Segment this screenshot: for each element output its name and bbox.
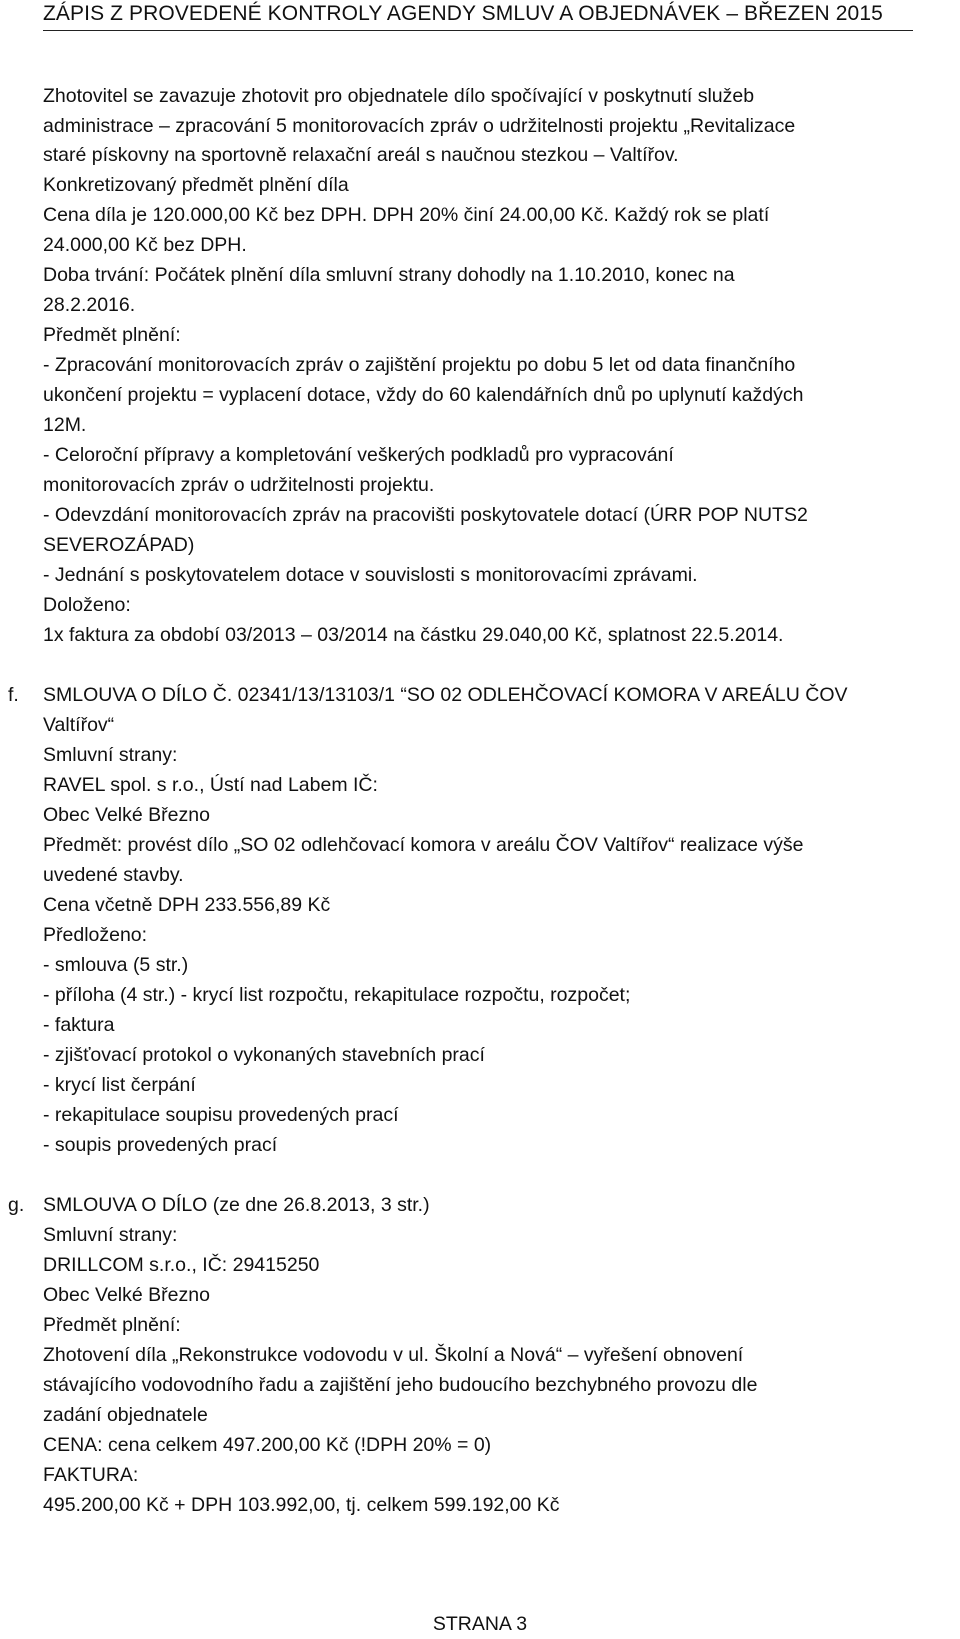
text-line: Předmět: provést dílo „SO 02 odlehčovací komora v areálu ČOV Valtířov“ realizace výše [43,834,804,856]
text-line: zadání objednatele [43,1404,208,1426]
text-line: DRILLCOM s.r.o., IČ: 29415250 [43,1254,320,1276]
text-line: Konkretizovaný předmět plnění díla [43,174,349,196]
text-line: - rekapitulace soupisu provedených prací [43,1104,399,1126]
text-line: 495.200,00 Kč + DPH 103.992,00, tj. celkem 599.192,00 Kč [43,1494,560,1516]
text-line: - příloha (4 str.) - krycí list rozpočtu, rekapitulace rozpočtu, rozpočet; [43,984,631,1006]
text-line: staré pískovny na sportovně relaxační areál s naučnou stezkou – Valtířov. [43,144,679,166]
text-line: - zjišťovací protokol o vykonaných stavebních prací [43,1044,485,1066]
text-line: - Odevzdání monitorovacích zpráv na pracovišti poskytovatele dotací (ÚRR POP NUTS2 [43,504,808,526]
page-number: STRANA 3 [432,1613,528,1635]
section-g-title: SMLOUVA O DÍLO (ze dne 26.8.2013, 3 str.) [43,1194,430,1216]
text-line: monitorovacích zpráv o udržitelnosti projektu. [43,474,435,496]
list-marker-f: f. [8,684,19,706]
text-line: stávajícího vodovodního řadu a zajištění jeho budoucího bezchybného provozu dle [43,1374,758,1396]
text-line: 24.000,00 Kč bez DPH. [43,234,247,256]
text-line: Obec Velké Březno [43,804,210,826]
text-line: FAKTURA: [43,1464,139,1486]
text-line: uvedené stavby. [43,864,184,886]
text-line: 12M. [43,414,87,436]
page-header-title: ZÁPIS Z PROVEDENÉ KONTROLY AGENDY SMLUV A OBJEDNÁVEK – BŘEZEN 2015 [43,2,913,31]
text-line: - Zpracování monitorovacích zpráv o zajištění projektu po dobu 5 let od data finančního [43,354,796,376]
text-line: Zhotovitel se zavazuje zhotovit pro objednatele dílo spočívající v poskytnutí služeb [43,85,755,107]
text-line: SEVEROZÁPAD) [43,534,195,556]
text-line: - smlouva (5 str.) [43,954,189,976]
text-line: 28.2.2016. [43,294,136,316]
text-line: Doloženo: [43,594,131,616]
text-line: - Jednání s poskytovatelem dotace v souvislosti s monitorovacími zprávami. [43,564,698,586]
text-line: Předloženo: [43,924,148,946]
text-line: Předmět plnění: [43,1314,181,1336]
text-line: Cena včetně DPH 233.556,89 Kč [43,894,331,916]
list-marker-g: g. [8,1194,25,1216]
text-line: Zhotovení díla „Rekonstrukce vodovodu v ul. Školní a Nová“ – vyřešení obnovení [43,1344,744,1366]
text-line: RAVEL spol. s r.o., Ústí nad Labem IČ: [43,774,378,796]
text-line: CENA: cena celkem 497.200,00 Kč (!DPH 20% = 0) [43,1434,492,1456]
section-f-title: SMLOUVA O DÍLO Č. 02341/13/13103/1 “SO 02 ODLEHČOVACÍ KOMORA V AREÁLU ČOV [43,684,848,706]
text-line: administrace – zpracování 5 monitorovacích zpráv o udržitelnosti projektu „Revitalizace [43,115,796,137]
text-line: Cena díla je 120.000,00 Kč bez DPH. DPH 20% činí 24.00,00 Kč. Každý rok se platí [43,204,770,226]
text-line: - faktura [43,1014,115,1036]
text-line: Doba trvání: Počátek plnění díla smluvní strany dohodly na 1.10.2010, konec na [43,264,735,286]
text-line: Valtířov“ [43,714,115,736]
text-line: ukončení projektu = vyplacení dotace, vždy do 60 kalendářních dnů po uplynutí každých [43,384,804,406]
text-line: - Celoroční přípravy a kompletování veškerých podkladů pro vypracování [43,444,674,466]
text-line: - soupis provedených prací [43,1134,278,1156]
text-line: 1x faktura za období 03/2013 – 03/2014 na částku 29.040,00 Kč, splatnost 22.5.2014. [43,624,784,646]
text-line: - krycí list čerpání [43,1074,196,1096]
text-line: Smluvní strany: [43,1224,178,1246]
text-line: Smluvní strany: [43,744,178,766]
text-line: Obec Velké Březno [43,1284,210,1306]
text-line: Předmět plnění: [43,324,181,346]
